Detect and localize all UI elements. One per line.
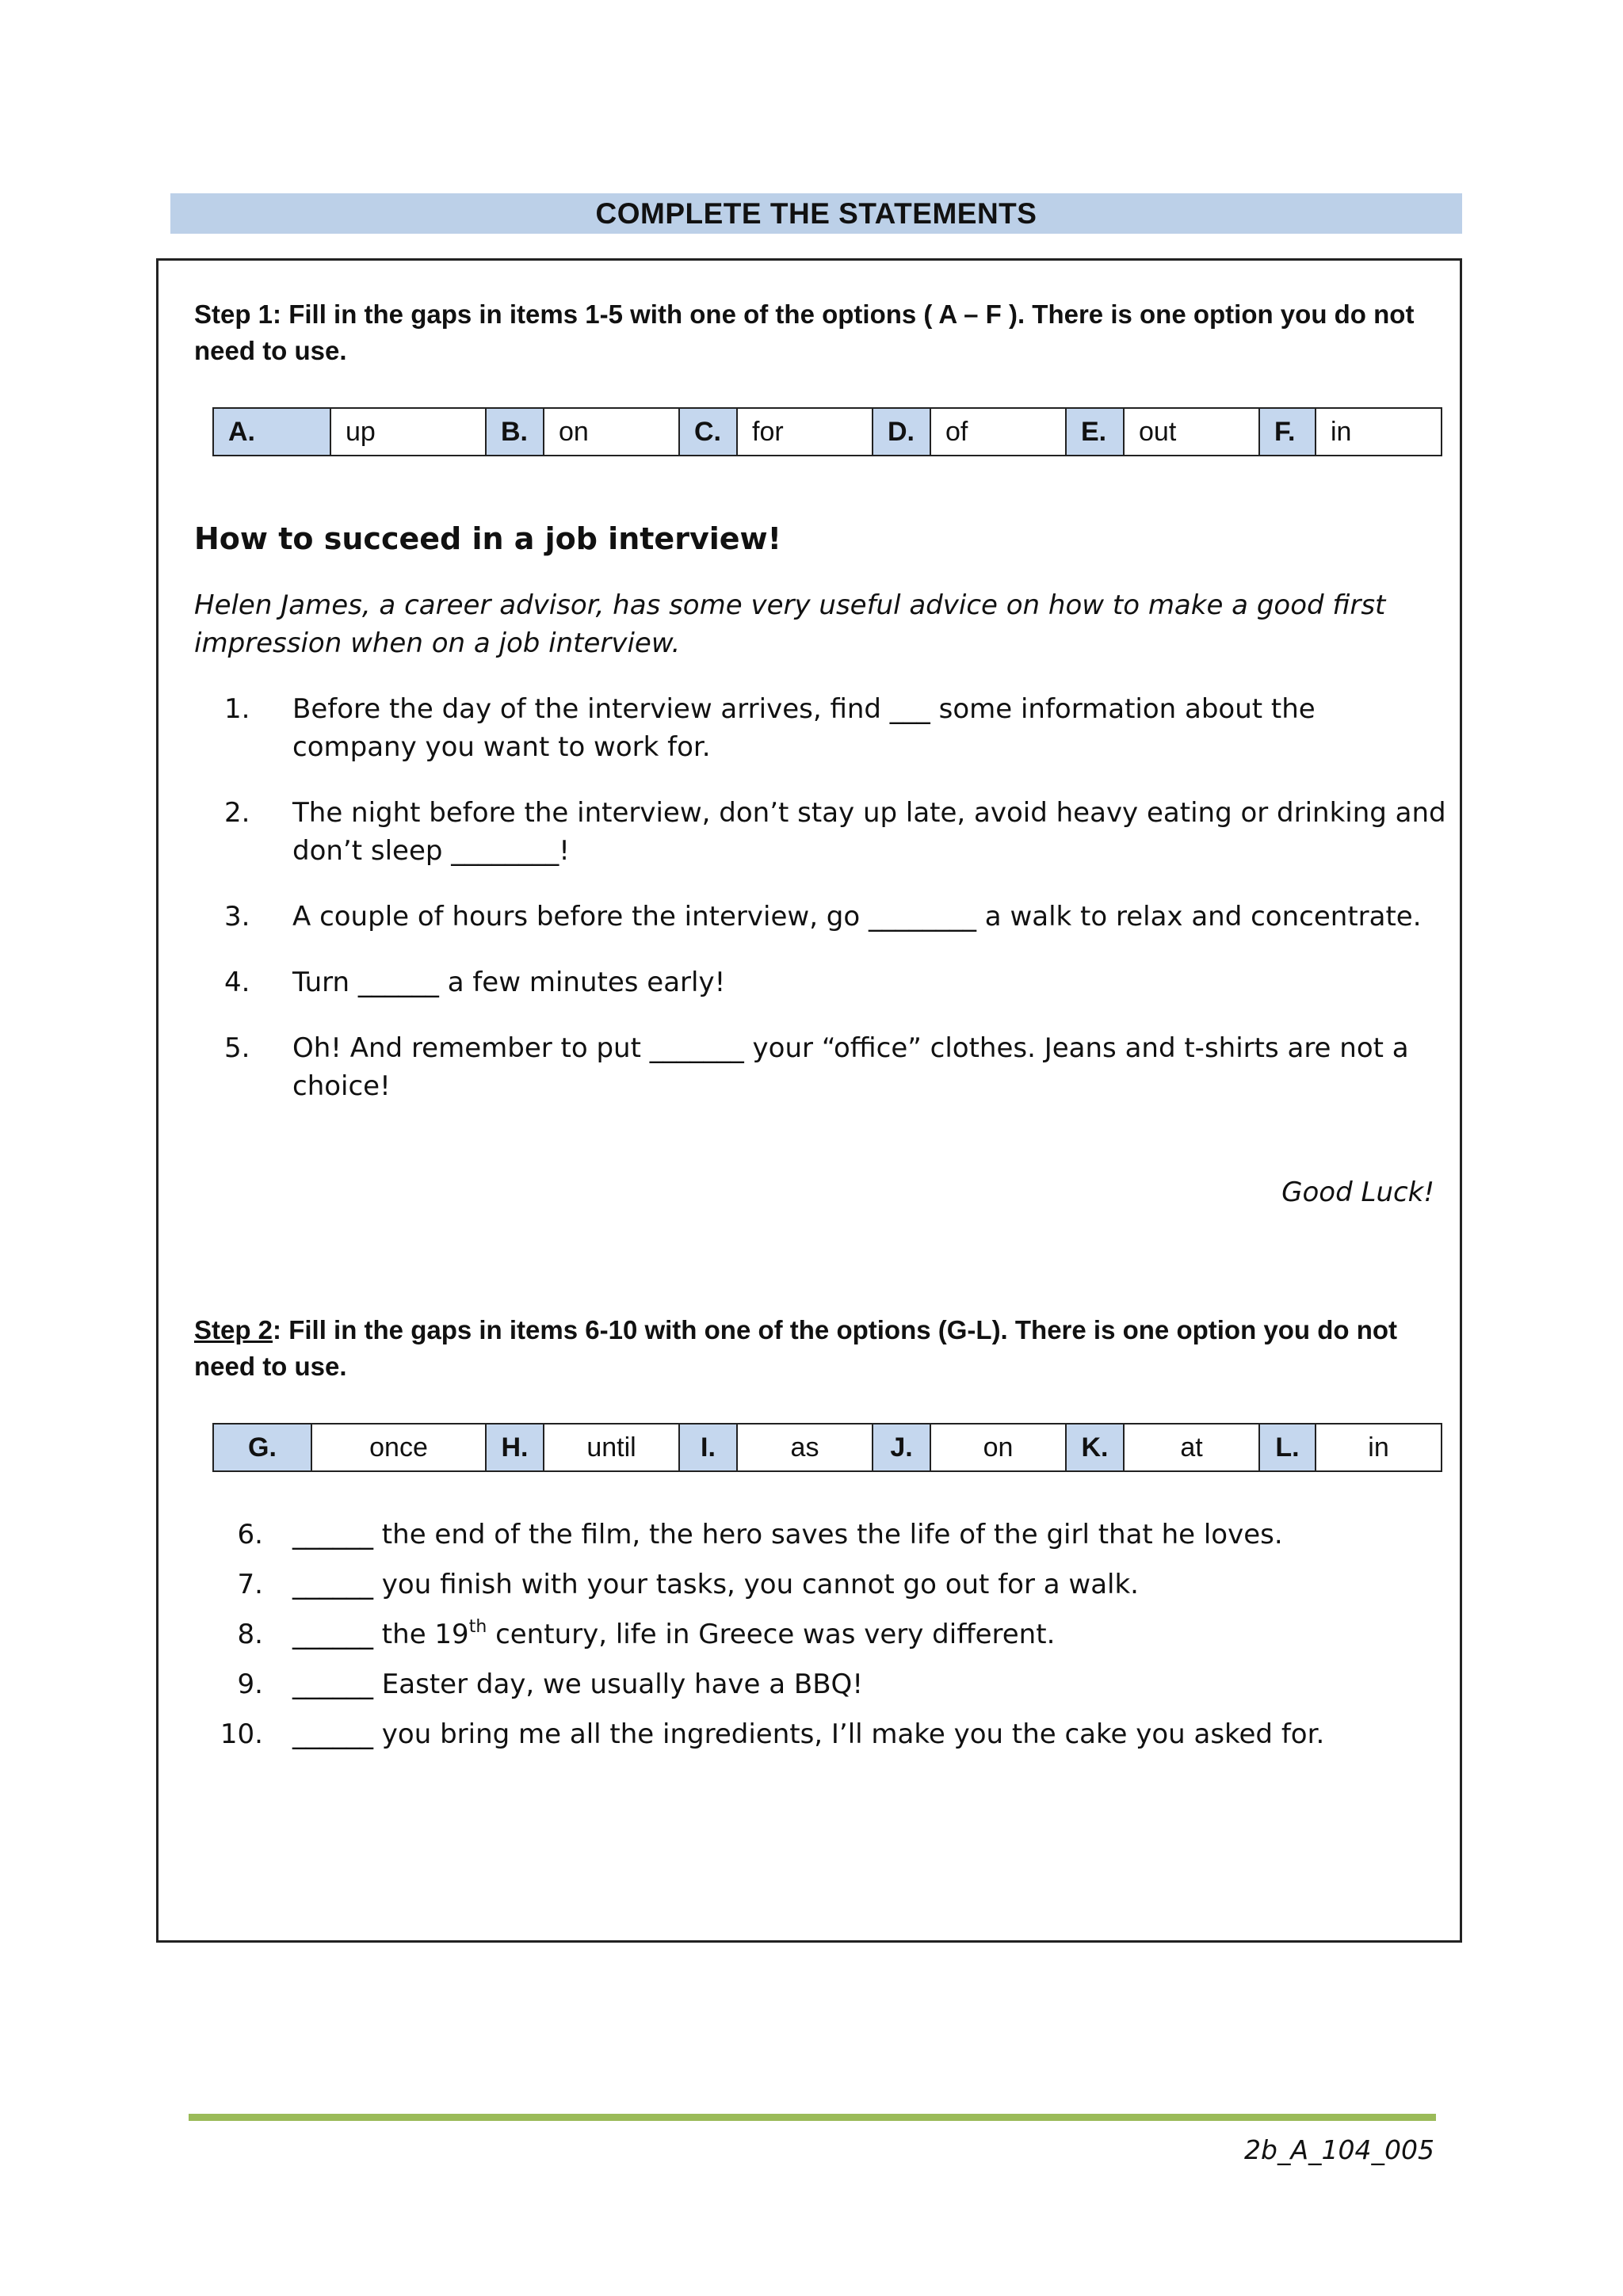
list-item <box>194 1510 1462 1560</box>
ordinal-suffix: th <box>468 1617 487 1637</box>
item-number: 8. <box>237 1619 263 1650</box>
item-text: Oh! And remember to put _______ your “office” clothes. Jeans and t-shirts are not a choice! <box>292 1032 1409 1102</box>
option-value-k: at <box>1124 1424 1259 1471</box>
step1-options-table <box>212 407 1442 456</box>
footer-divider <box>189 2114 1436 2121</box>
option-key-f: F. <box>1259 408 1316 456</box>
item-number: 10. <box>220 1718 263 1750</box>
option-key-i: I. <box>679 1424 737 1471</box>
item-text: ______ the end of the film, the hero saves the life of the girl that he loves. <box>292 1519 1283 1550</box>
option-value-f: in <box>1316 408 1442 456</box>
item-text: ______ you finish with your tasks, you cannot go out for a walk. <box>292 1569 1139 1600</box>
step1-instruction <box>194 296 1446 369</box>
list-item <box>194 794 1446 870</box>
item-number: 1. <box>224 693 250 725</box>
option-key-b: B. <box>486 408 544 456</box>
item-text: ______ you bring me all the ingredients, I’ll make you the cake you asked for. <box>292 1718 1325 1750</box>
item-number: 5. <box>224 1032 250 1064</box>
item-text: The night before the interview, don’t stay up late, avoid heavy eating or drinking and don’t sleep ________! <box>292 797 1446 867</box>
option-value-c: for <box>737 408 873 456</box>
option-key-l: L. <box>1259 1424 1316 1471</box>
list-item <box>194 898 1446 936</box>
good-luck-signoff: Good Luck! <box>1281 1177 1434 1208</box>
option-value-g: once <box>311 1424 486 1471</box>
list-item <box>194 1560 1462 1610</box>
option-key-k: K. <box>1066 1424 1124 1471</box>
option-key-d: D. <box>873 408 930 456</box>
option-key-c: C. <box>679 408 737 456</box>
step1-label: Step 1 <box>194 299 273 329</box>
list-item <box>194 1610 1462 1660</box>
option-key-e: E. <box>1066 408 1124 456</box>
item-text-post: century, life in Greece was very different. <box>487 1619 1056 1650</box>
option-value-b: on <box>544 408 679 456</box>
option-value-i: as <box>737 1424 873 1471</box>
option-value-a: up <box>330 408 486 456</box>
item-text: A couple of hours before the interview, go ________ a walk to relax and concentrate. <box>292 901 1422 933</box>
article-heading: How to succeed in a job interview! <box>194 521 781 556</box>
option-value-j: on <box>930 1424 1066 1471</box>
step2-label: Step 2 <box>194 1315 273 1344</box>
list-item <box>194 1660 1462 1710</box>
worksheet-title: COMPLETE THE STATEMENTS <box>170 193 1462 234</box>
article-intro: Helen James, a career advisor, has some very useful advice on how to make a good first impression when on a job interview. <box>194 589 1386 659</box>
option-key-j: J. <box>873 1424 930 1471</box>
option-value-d: of <box>930 408 1066 456</box>
item-number: 2. <box>224 797 250 829</box>
document-code: 2b_A_104_005 <box>1244 2134 1434 2165</box>
option-value-h: until <box>544 1424 679 1471</box>
item-number: 4. <box>224 967 250 998</box>
step2-text: : Fill in the gaps in items 6-10 with one of the options (G-L). There is one option you do not need to use. <box>194 1315 1398 1381</box>
list-item <box>194 690 1446 766</box>
article-items-list <box>194 690 1446 1133</box>
option-key-g: G. <box>213 1424 311 1471</box>
step1-text: : Fill in the gaps in items 1-5 with one of the options ( A – F ). There is one option you do not need to use. <box>194 299 1415 365</box>
item-text: Turn ______ a few minutes early! <box>292 967 726 998</box>
list-item <box>194 963 1446 1001</box>
option-value-l: in <box>1316 1424 1442 1471</box>
item-text: Before the day of the interview arrives, find ___ some information about the company you want to work for. <box>292 693 1316 763</box>
option-key-a: A. <box>213 408 330 456</box>
item-number: 9. <box>237 1669 263 1700</box>
option-value-e: out <box>1124 408 1259 456</box>
item-number: 7. <box>237 1569 263 1600</box>
list-item <box>194 1710 1462 1760</box>
option-key-h: H. <box>486 1424 544 1471</box>
step2-items-list <box>194 1510 1462 1760</box>
item-text-pre: ______ the 19 <box>292 1619 469 1650</box>
item-text: ______ Easter day, we usually have a BBQ! <box>292 1669 863 1700</box>
step2-options-table <box>212 1423 1442 1472</box>
item-number: 6. <box>237 1519 263 1550</box>
item-number: 3. <box>224 901 250 933</box>
list-item <box>194 1029 1446 1105</box>
step2-instruction <box>194 1312 1446 1385</box>
